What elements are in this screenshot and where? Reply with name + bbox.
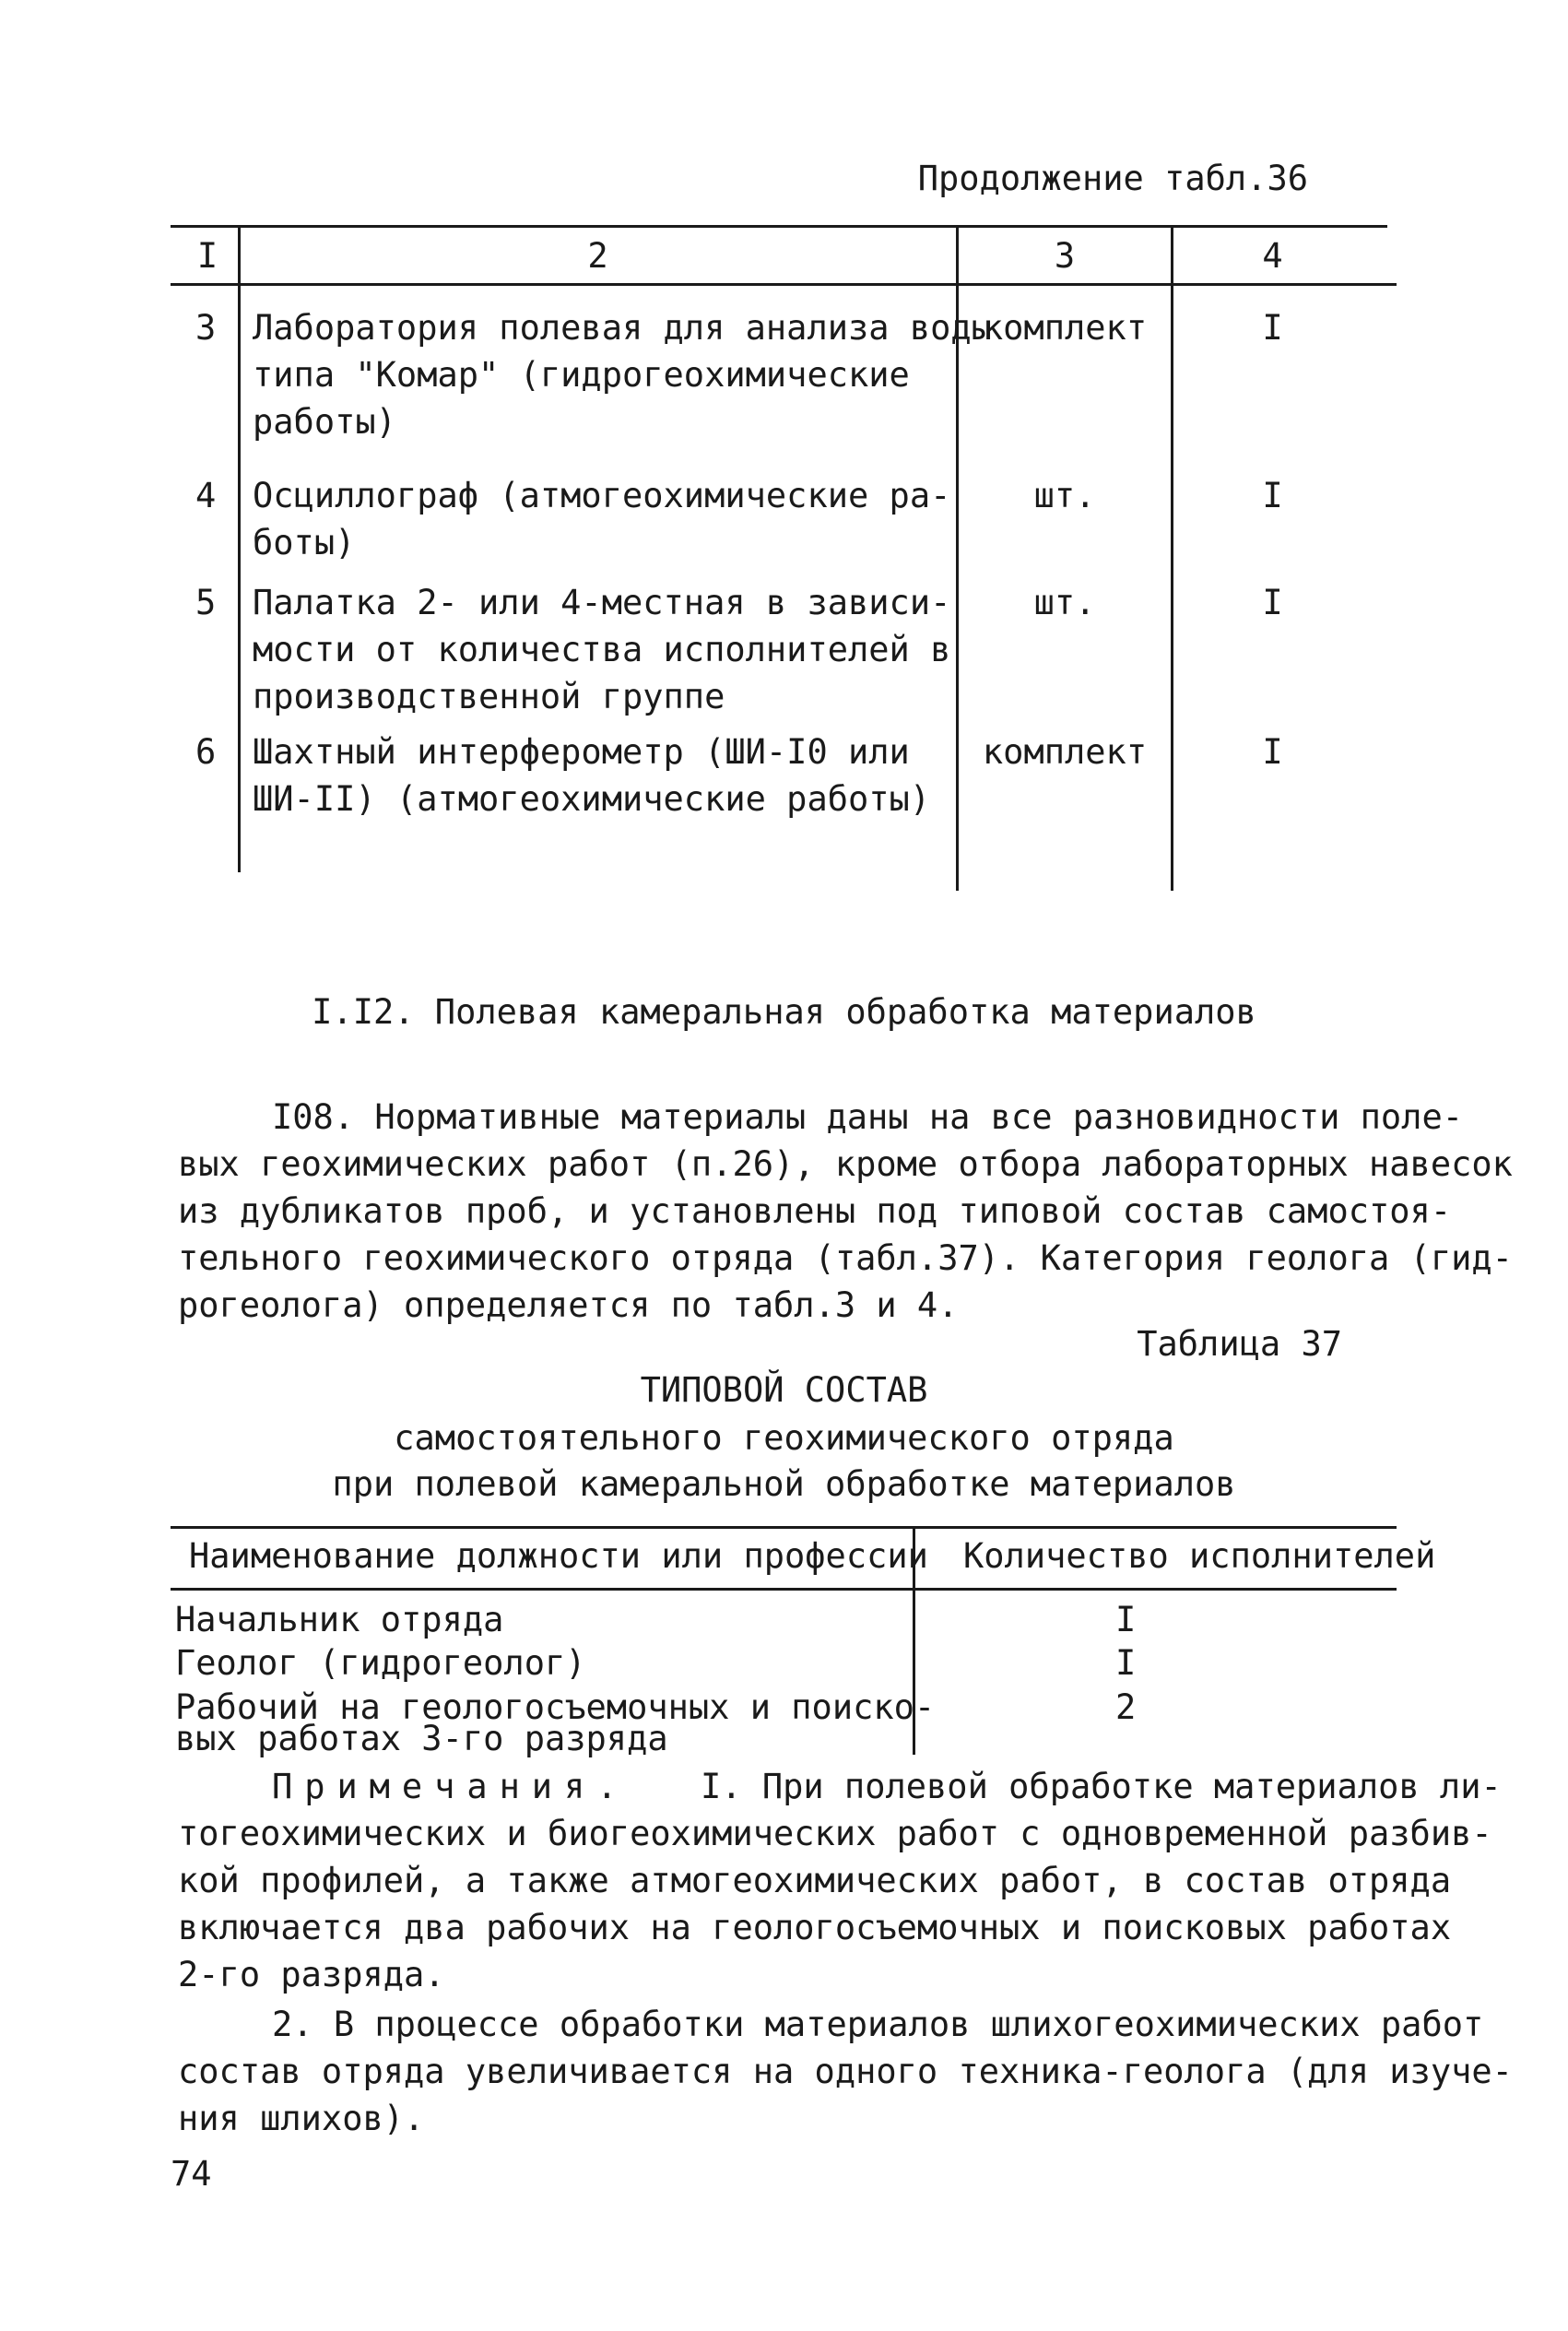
row-qty: I — [1262, 732, 1283, 772]
section-heading: I.I2. Полевая камеральная обработка материалов — [312, 992, 1256, 1032]
note1-line: кой профилей, а также атмогеохимических работ, в состав отряда — [178, 1861, 1452, 1900]
table37-subtitle-line: при полевой камеральной обработке материалов — [332, 1464, 1236, 1504]
note2-line: состав отряда увеличивается на одного техника-геолога (для изуче- — [178, 2052, 1513, 2091]
table36-top-rule — [171, 225, 1387, 228]
note1-line: 2-го разряда. — [178, 1955, 445, 1994]
row-name-line: ШИ-II) (атмогеохимические работы) — [253, 779, 931, 819]
row-name-line: мости от количества исполнителей в — [253, 630, 951, 669]
table37-title: ТИПОВОЙ СОСТАВ — [640, 1370, 928, 1410]
table37-header-name: Наименование должности или профессии — [189, 1536, 928, 1576]
notes-label: Примечания. — [272, 1767, 630, 1806]
row-name-line: вых работах 3-го разряда — [175, 1719, 668, 1758]
row-name-line: работы) — [253, 402, 396, 442]
row-qty: I — [1262, 583, 1283, 622]
row-name-line: Лаборатория полевая для анализа воды — [253, 308, 992, 348]
table36-header-col3: 3 — [1054, 236, 1076, 276]
row-name-line: Шахтный интерферометр (ШИ-I0 или — [253, 732, 910, 772]
paragraph-line: I08. Нормативные материалы даны на все разновидности поле- — [272, 1097, 1464, 1137]
row-name-line: Начальник отряда — [175, 1600, 504, 1639]
table36-header-rule — [171, 283, 1397, 286]
row-number: 6 — [195, 732, 217, 772]
row-number: 3 — [195, 308, 217, 348]
row-name-line: типа "Комар" (гидрогеохимические — [253, 355, 910, 395]
row-unit: комплект — [982, 732, 1148, 772]
table37-label: Таблица 37 — [1137, 1324, 1342, 1364]
table37-top-rule — [171, 1526, 1397, 1529]
row-name-line: Осциллограф (атмогеохимические ра- — [253, 476, 951, 515]
table36-col-divider-1 — [238, 227, 241, 872]
table37-subtitle-line: самостоятельного геохимического отряда — [394, 1418, 1174, 1458]
table36-header-col1: I — [196, 236, 218, 276]
table36-header-col2: 2 — [587, 236, 608, 276]
row-unit: шт. — [1033, 476, 1096, 515]
paragraph-line: из дубликатов проб, и установлены под типовой состав самостоя- — [178, 1191, 1452, 1231]
row-qty: 2 — [1115, 1687, 1137, 1727]
row-name-line: боты) — [253, 523, 356, 562]
table36-continuation-label: Продолжение табл.36 — [917, 159, 1308, 198]
table37-header-rule — [171, 1588, 1397, 1591]
table36-header-col4: 4 — [1262, 236, 1283, 276]
row-name-line: Геолог (гидрогеолог) — [175, 1643, 586, 1683]
row-number: 4 — [195, 476, 217, 515]
row-unit: комплект — [982, 308, 1148, 348]
table37-header-qty: Количество исполнителей — [963, 1536, 1436, 1576]
paragraph-line: вых геохимических работ (п.26), кроме отбора лабораторных навесок — [178, 1144, 1513, 1184]
paragraph-line: рогеолога) определяется по табл.3 и 4. — [178, 1285, 959, 1325]
row-qty: I — [1115, 1600, 1137, 1639]
note2-line: ния шлихов). — [178, 2099, 425, 2138]
row-number: 5 — [195, 583, 217, 622]
row-unit: шт. — [1033, 583, 1096, 622]
row-name-line: производственной группе — [253, 677, 725, 716]
row-qty: I — [1262, 476, 1283, 515]
note1-line: тогеохимических и биогеохимических работ с одновременной разбив- — [178, 1814, 1492, 1853]
page-number: 74 — [171, 2154, 212, 2194]
row-name-line: Рабочий на геологосъемочных и поиско- — [175, 1687, 936, 1727]
note1-line: включается два рабочих на геологосъемочных и поисковых работах — [178, 1908, 1452, 1947]
row-qty: I — [1115, 1643, 1137, 1683]
row-qty: I — [1262, 308, 1283, 348]
note1-line: I. При полевой обработке материалов ли- — [701, 1767, 1502, 1806]
paragraph-line: тельного геохимического отряда (табл.37). Категория геолога (гид- — [178, 1238, 1513, 1278]
note2-line: 2. В процессе обработки материалов шлихогеохимических работ — [272, 2005, 1484, 2044]
row-name-line: Палатка 2- или 4-местная в зависи- — [253, 583, 951, 622]
